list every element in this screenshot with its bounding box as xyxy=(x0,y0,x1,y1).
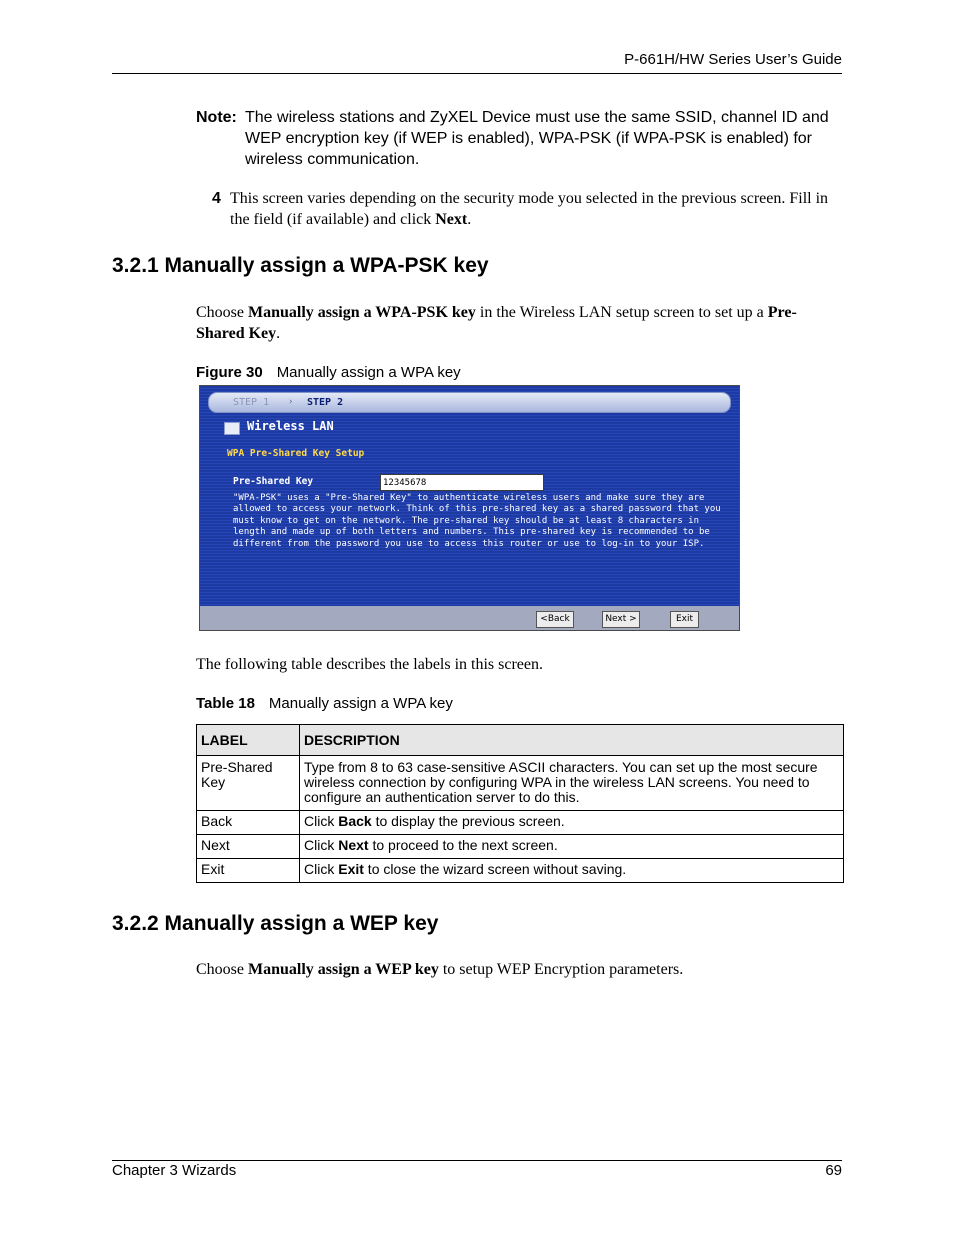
section-322-paragraph xyxy=(196,959,683,980)
next-button[interactable]: Next > xyxy=(602,611,640,628)
p321-bold2: Pre-Shared Key xyxy=(196,304,797,342)
row-description xyxy=(300,835,844,859)
table-header-row xyxy=(197,725,844,756)
table-row xyxy=(197,835,844,859)
psk-input[interactable] xyxy=(380,474,544,491)
row-label: Exit xyxy=(197,859,300,883)
row-desc-a: Click xyxy=(304,837,339,853)
table-caption-label: Table 18 xyxy=(196,695,255,712)
p321-bold1: Manually assign a WPA-PSK key xyxy=(248,304,476,321)
step-arrow-icon: › xyxy=(288,397,294,407)
p321-c: . xyxy=(276,325,281,342)
row-desc-a: Click xyxy=(304,861,339,877)
footer-divider xyxy=(112,1160,842,1161)
row-description xyxy=(300,859,844,883)
table-caption xyxy=(196,695,453,712)
table-row xyxy=(197,859,844,883)
row-label: Pre-Shared Key xyxy=(197,756,300,811)
row-description xyxy=(300,811,844,835)
note-label: Note: xyxy=(196,109,237,126)
wizard-screenshot xyxy=(199,385,740,631)
header-divider xyxy=(112,73,842,74)
footer-chapter: Chapter 3 Wizards xyxy=(112,1162,237,1179)
psk-description: "WPA-PSK" uses a "Pre-Shared Key" to authenticate wireless users and make sure they are allowed to access your network. Think of this pre-shared key as a shared password that you must know to get on the network. The pre-shared key should be at least 8 characters in length and made up of both letters and numbers. This pre-shared key is recommended to be different from the password you use to access this router or use to log-in to your ISP. xyxy=(233,493,721,549)
row-description xyxy=(300,756,844,811)
psk-label: Pre-Shared Key xyxy=(233,476,314,487)
folder-icon xyxy=(224,422,240,435)
wizard-step-bar xyxy=(208,392,731,413)
row-label: Back xyxy=(197,811,300,835)
running-header: P-661H/HW Series User’s Guide xyxy=(624,51,842,68)
back-button[interactable]: <Back xyxy=(536,611,574,628)
row-desc-bold: Back xyxy=(338,813,372,829)
step-item xyxy=(212,188,842,230)
table-intro: The following table describes the labels in this screen. xyxy=(196,656,544,673)
note-text: The wireless stations and ZyXEL Device must use the same SSID, channel ID and WEP encryption key (if WEP is enabled), WPA-PSK (if WPA-PSK is enabled) for wireless communication. xyxy=(245,109,829,168)
table-row xyxy=(197,756,844,811)
wizard-button-bar xyxy=(200,606,739,631)
note-block xyxy=(196,107,842,170)
wizard-title: Wireless LAN xyxy=(247,419,334,433)
figure-caption-label: Figure 30 xyxy=(196,364,263,381)
step-number: 4 xyxy=(212,190,221,207)
header-label: LABEL xyxy=(197,725,300,756)
row-desc-b: to proceed to the next screen. xyxy=(368,837,558,853)
section-title: WPA Pre-Shared Key Setup xyxy=(227,448,365,459)
step-text-bold: Next xyxy=(435,211,468,228)
section-heading-322: 3.2.2 Manually assign a WEP key xyxy=(112,912,439,935)
p322-bold: Manually assign a WEP key xyxy=(248,961,439,978)
step-text xyxy=(230,188,842,230)
figure-caption xyxy=(196,364,461,381)
row-desc-bold: Next xyxy=(338,837,369,853)
labels-table xyxy=(196,724,844,883)
header-description: DESCRIPTION xyxy=(300,725,844,756)
step-2-tab[interactable]: STEP 2 xyxy=(307,397,344,408)
p322-a: Choose xyxy=(196,961,248,978)
row-desc-a: Type from 8 to 63 case-sensitive ASCII characters. You can set up the most secure wireless connection by configuring WPA in the wireless LAN screens. You need to configure an authentication server to do this. xyxy=(304,759,818,805)
step-text-b: . xyxy=(467,211,472,228)
row-desc-b: to close the wizard screen without saving. xyxy=(363,861,627,877)
figure-caption-text: Manually assign a WPA key xyxy=(276,364,461,381)
row-desc-b: to display the previous screen. xyxy=(371,813,565,829)
exit-button[interactable]: Exit xyxy=(670,611,699,628)
table-caption-text: Manually assign a WPA key xyxy=(268,695,453,712)
step-1-tab[interactable]: STEP 1 xyxy=(233,397,270,408)
step-text-a: This screen varies depending on the security mode you selected in the previous screen. Fill in the field (if available) and click xyxy=(230,190,829,228)
p322-b: to setup WEP Encryption parameters. xyxy=(438,961,684,978)
row-label: Next xyxy=(197,835,300,859)
page-number: 69 xyxy=(825,1162,842,1179)
section-heading-321: 3.2.1 Manually assign a WPA-PSK key xyxy=(112,254,489,277)
p321-a: Choose xyxy=(196,304,248,321)
row-desc-bold: Exit xyxy=(338,861,364,877)
section-321-paragraph xyxy=(196,302,842,344)
row-desc-a: Click xyxy=(304,813,339,829)
p321-b: in the Wireless LAN setup screen to set up a xyxy=(475,304,768,321)
table-row xyxy=(197,811,844,835)
